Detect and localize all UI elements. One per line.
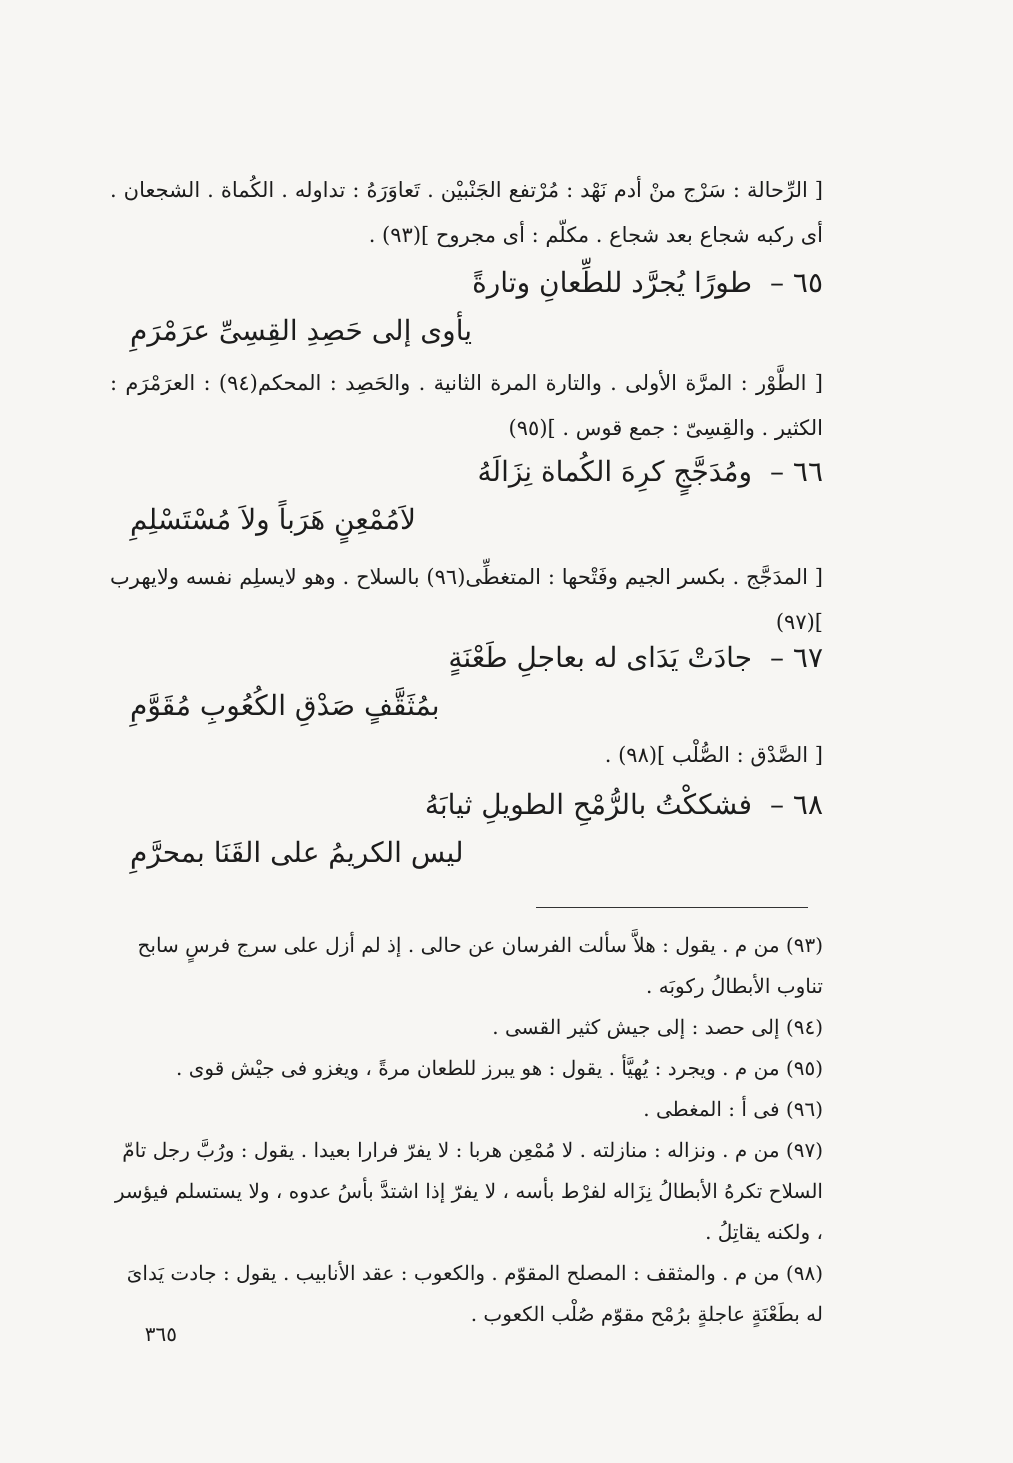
verse-65 — [130, 266, 823, 362]
gloss-paragraph: [ المدَجَّج . بكسر الجيم وفَتْحها : المتغطِّى(٩٦) بالسلاح . وهو لايسلِم نفسه ولايهرب ](٩٧) — [110, 565, 824, 634]
verse-first-hemistich: جادَتْ يَدَاى له بعاجلِ طَعْنَةٍ — [448, 641, 753, 674]
verse-66 — [130, 455, 823, 551]
verse-second-hemistich: ليس الكريمُ على القَنَا بمحرَّمِ — [130, 836, 464, 869]
footnote: (٩٧) من م . ونزاله : منازلته . لا مُمْعِن هربا : لا يفرّ فرارا بعيدا . يقول : ورُبَّ رجل تامّ السلاح تكرهُ الأبطالُ نِزَاله لفرْط بأسه ، لا يفرّ إذا اشتدَّ بأسُ عدوه ، ولا يستسلم فيؤسر ، ولكنه يقاتِلُ . — [114, 1138, 823, 1244]
footnote: (٩٦) فى أ : المغطى . — [643, 1097, 823, 1121]
gloss-paragraph: [ الطَّوْر : المرَّة الأولى . والتارة المرة الثانية . والحَصِد : المحكم(٩٤) : العرَمْرَم : الكثير . والقِسِىّ : جمع قوس . ](٩٥) — [110, 371, 823, 440]
verse-number: ٦٨ – — [770, 788, 823, 821]
verse-first-hemistich: فشككْتُ بالرُّمْحِ الطويلِ ثيابَهُ — [424, 788, 753, 821]
footnote: (٩٨) من م . والمثقف : المصلح المقوّم . والكعوب : عقد الأنابيب . يقول : جادت يَداىَ له بطَعْنَةٍ عاجلةٍ برُمْح مقوّم صُلْب الكعوب . — [126, 1261, 823, 1326]
gloss-paragraph: [ الصَّدْق : الصُّلْب ](٩٨) . — [604, 743, 823, 767]
page-number: ٣٦٥ — [144, 1322, 177, 1346]
verse-second-hemistich: بمُثَقَّفٍ صَدْقِ الكُعُوبِ مُقَوَّمِ — [130, 689, 440, 722]
verse-second-hemistich: يأوى إلى حَصِدِ القِسِىِّ عرَمْرَمِ — [130, 314, 473, 347]
verse-first-hemistich: طورًا يُجرَّد للطِّعانِ وتارةً — [472, 266, 753, 299]
verse-number: ٦٥ – — [770, 266, 823, 299]
footnote: (٩٥) من م . ويجرد : يُهيَّأ . يقول : هو يبرز للطعان مرةً ، ويغزو فى جيْش قوى . — [176, 1056, 823, 1080]
verse-first-hemistich: ومُدَجَّجٍ كرِهَ الكُماة نِزَالَهُ — [477, 455, 753, 488]
verse-number: ٦٧ – — [770, 641, 823, 674]
footnote: (٩٤) إلى حصد : إلى جيش كثير القسى . — [492, 1015, 823, 1039]
gloss-paragraph: [ الرِّحالة : سَرْج منْ أدم نَهْد : مُرْتفع الجَنْبيْن . تَعاوَرَهُ : تداوله . الكُماة . الشجعان . أى ركبه شجاع بعد شجاع . مكلّم : أى مجروح ](٩٣) . — [110, 178, 823, 247]
footnote-separator — [536, 907, 808, 908]
verse-number: ٦٦ – — [770, 455, 823, 488]
verse-second-hemistich: لاَمُمْعِنٍ هَرَباً ولاَ مُسْتَسْلِمِ — [130, 503, 417, 536]
footnotes — [110, 925, 823, 1335]
verse-67 — [130, 641, 823, 737]
verse-68 — [130, 788, 823, 884]
footnote: (٩٣) من م . يقول : هلاَّ سألت الفرسان عن حالى . إذ لم أزل على سرج فرسٍ سابح تناوب الأبطالُ ركوبَه . — [137, 933, 823, 998]
